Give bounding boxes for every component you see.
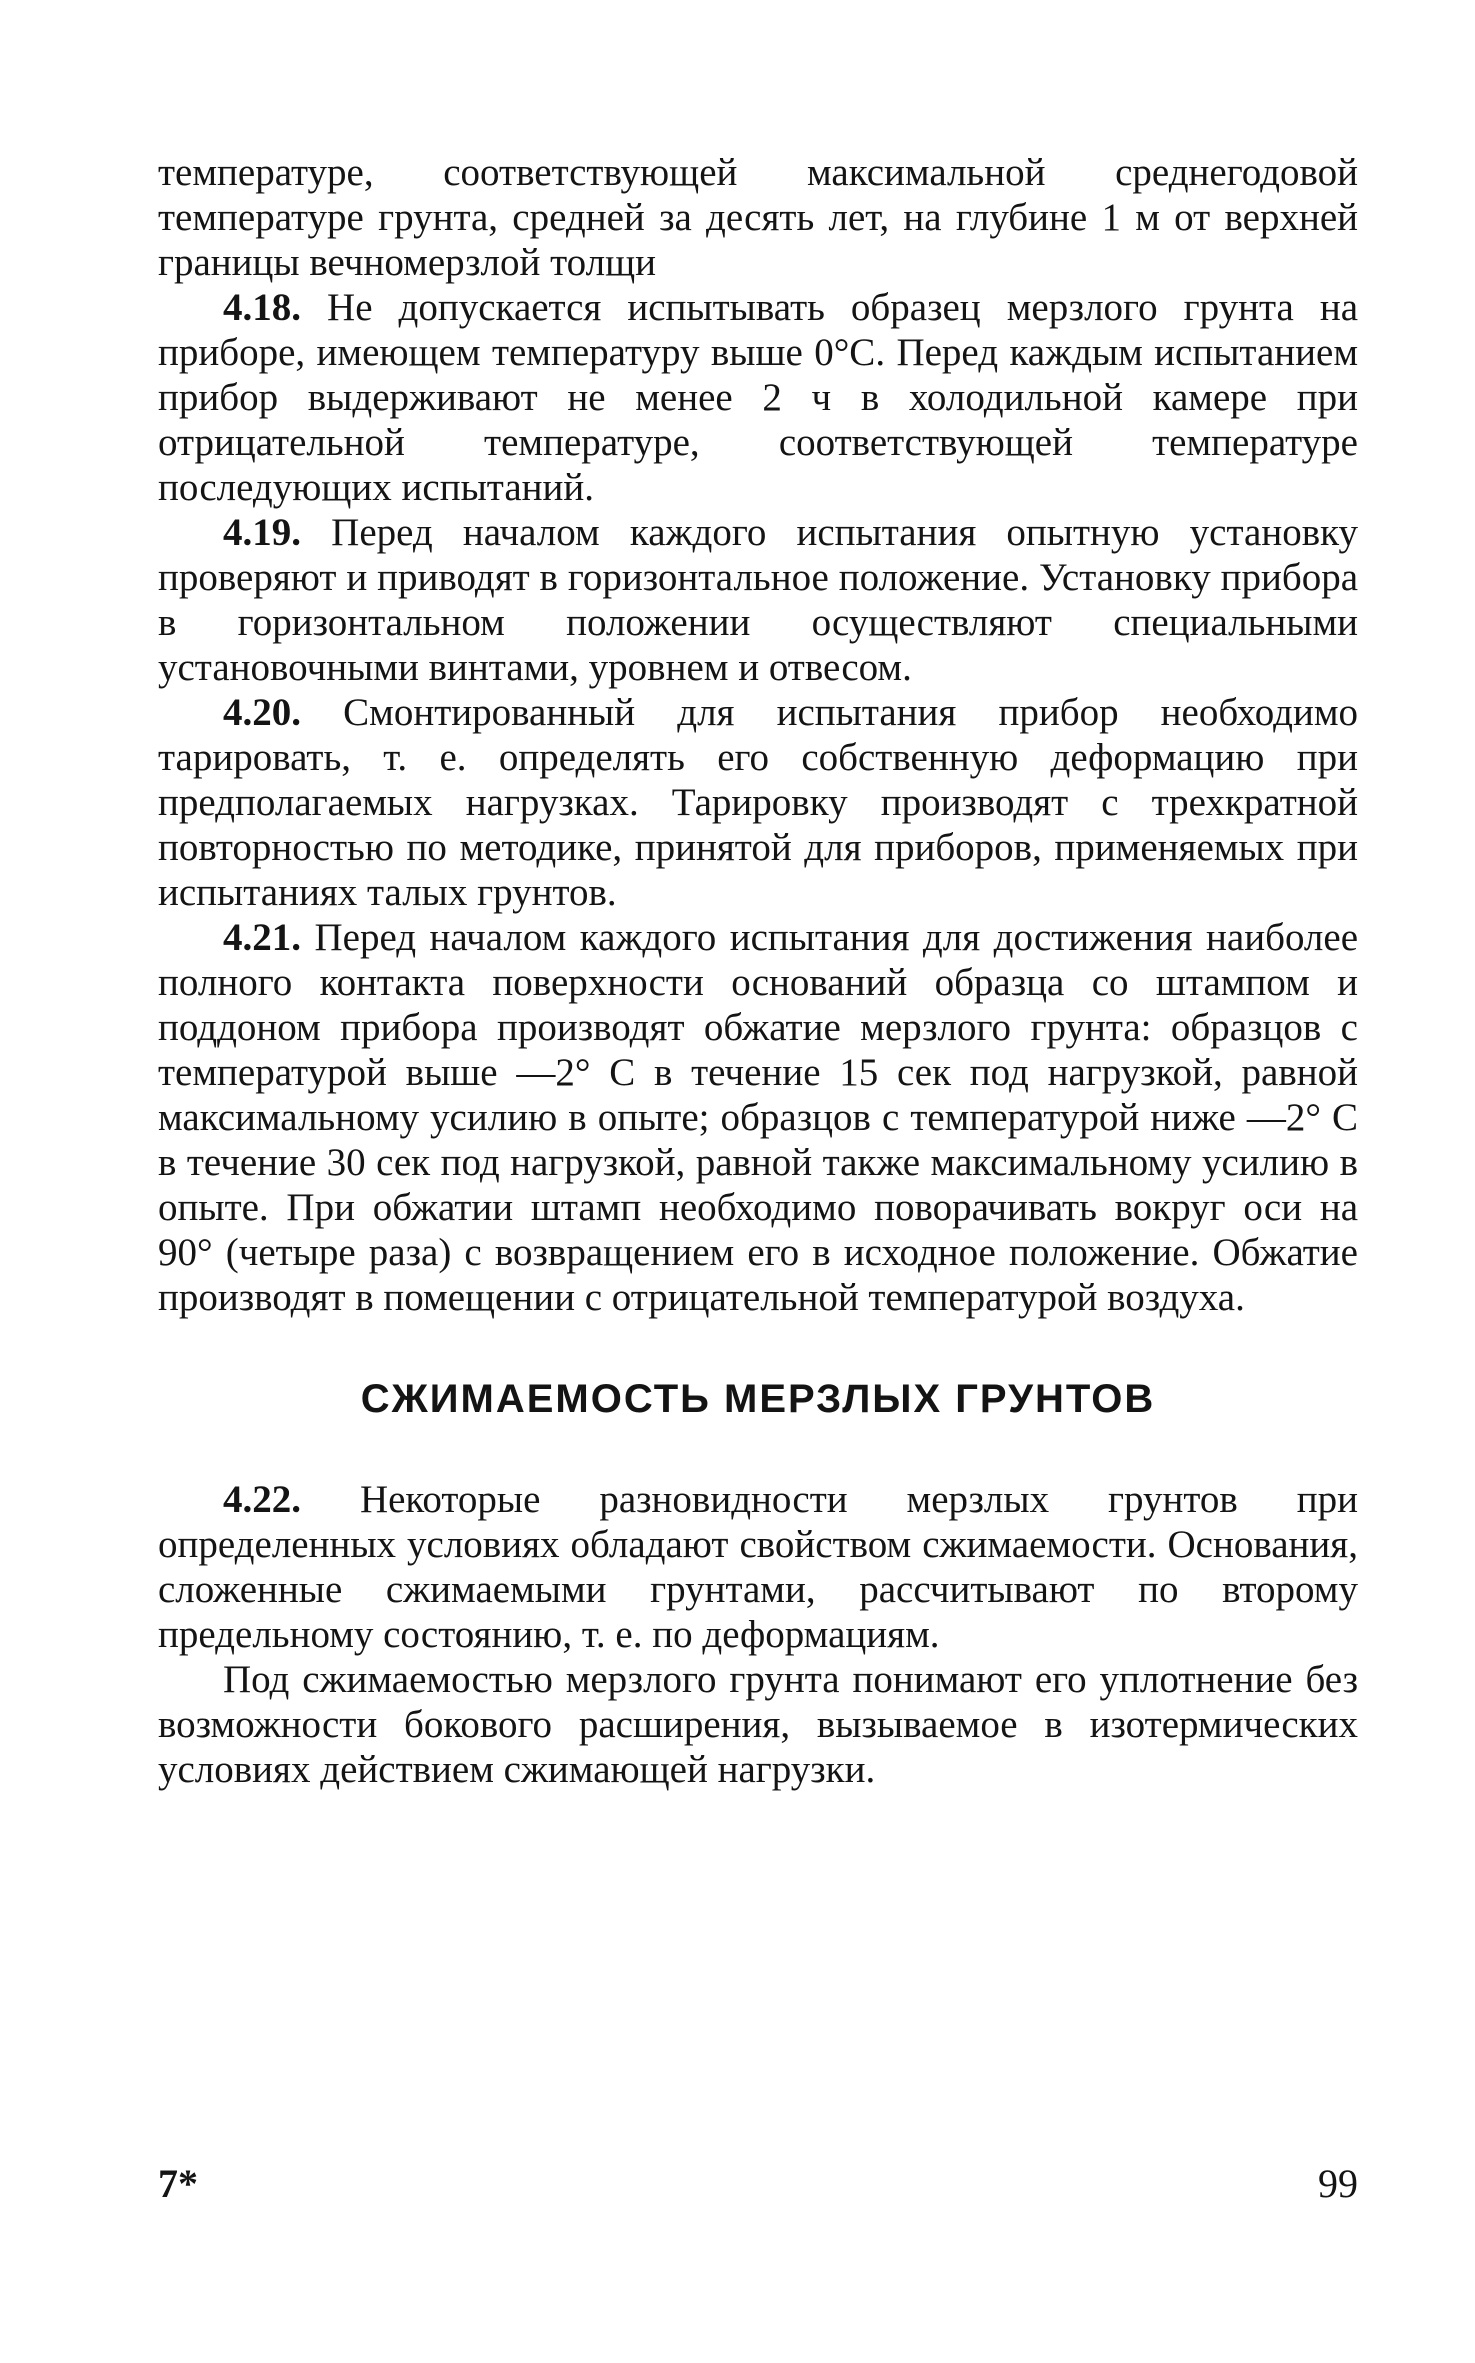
paragraph-continuation [158,150,1358,285]
body-text [158,150,1358,1792]
clause-number: 4.18. [223,286,301,329]
paragraph-text: Перед началом каждого испытания опытную установку проверяют и приводят в горизонтальное положение. Установку прибора в горизонтальном положении осуществляют специальными установочными винтами, уровнем и отвесом. [158,511,1359,689]
paragraph-4-21 [158,915,1358,1320]
clause-number: 4.19. [223,511,301,554]
clause-number: 4.21. [223,916,301,959]
section-heading: СЖИМАЕМОСТЬ МЕРЗЛЫХ ГРУНТОВ [360,1377,1156,1421]
paragraph-text: Под сжимаемостью мерзлого грунта понимают его уплотнение без возможности бокового расширения, вызываемое в изотермических условиях действием сжимающей нагрузки. [158,1658,1358,1791]
paragraph-4-22 [158,1477,1358,1657]
paragraph-4-19 [158,510,1358,690]
paragraph-text: температуре, соответствующей максимальной среднегодовой температуре грунта, средней за десять лет, на глубине 1 м от верхней границы вечномерзлой толщи [158,151,1358,284]
paragraph-4-18 [158,285,1358,510]
signature-mark: 7* [158,2161,198,2206]
paragraph-text: Перед началом каждого испытания для достижения наиболее полного контакта поверхности оснований образца со штампом и поддоном прибора производят обжатие мерзлого грунта: образцов с температурой выше —2° С в течение 15 сек под нагрузкой, равной максимальному усилию в опыте; образцов с температурой ниже —2° С в течение 30 сек под нагрузкой, равной также максимальному усилию в опыте. При обжатии штамп необходимо поворачивать вокруг оси на 90° (четыре раза) с возвращением его в исходное положение. Обжатие производят в помещении с отрицательной температурой воздуха. [158,916,1359,1319]
paragraph-text: Некоторые разновидности мерзлых грунтов при определенных условиях обладают свойством сжимаемости. Основания, сложенные сжимаемыми грунтами, рассчитывают по второму предельному состоянию, т. е. по деформациям. [158,1478,1359,1656]
paragraph-text: Смонтированный для испытания прибор необходимо тарировать, т. е. определять его собственную деформацию при предполагаемых нагрузках. Тарировку производят с трехкратной повторностью по методике, принятой для приборов, применяемых при испытаниях талых грунтов. [158,691,1359,914]
paragraph-4-20 [158,690,1358,915]
clause-number: 4.20. [223,691,301,734]
paragraph-definition [158,1657,1358,1792]
paragraph-text: Не допускается испытывать образец мерзлого грунта на приборе, имеющем температуру выше 0°С. Перед каждым испытанием прибор выдерживают не менее 2 ч в холодильной камере при отрицательной температуре, соответствующей температуре последующих испытаний. [158,286,1358,509]
clause-number: 4.22. [223,1478,301,1521]
page-number: 99 [1318,2161,1358,2206]
